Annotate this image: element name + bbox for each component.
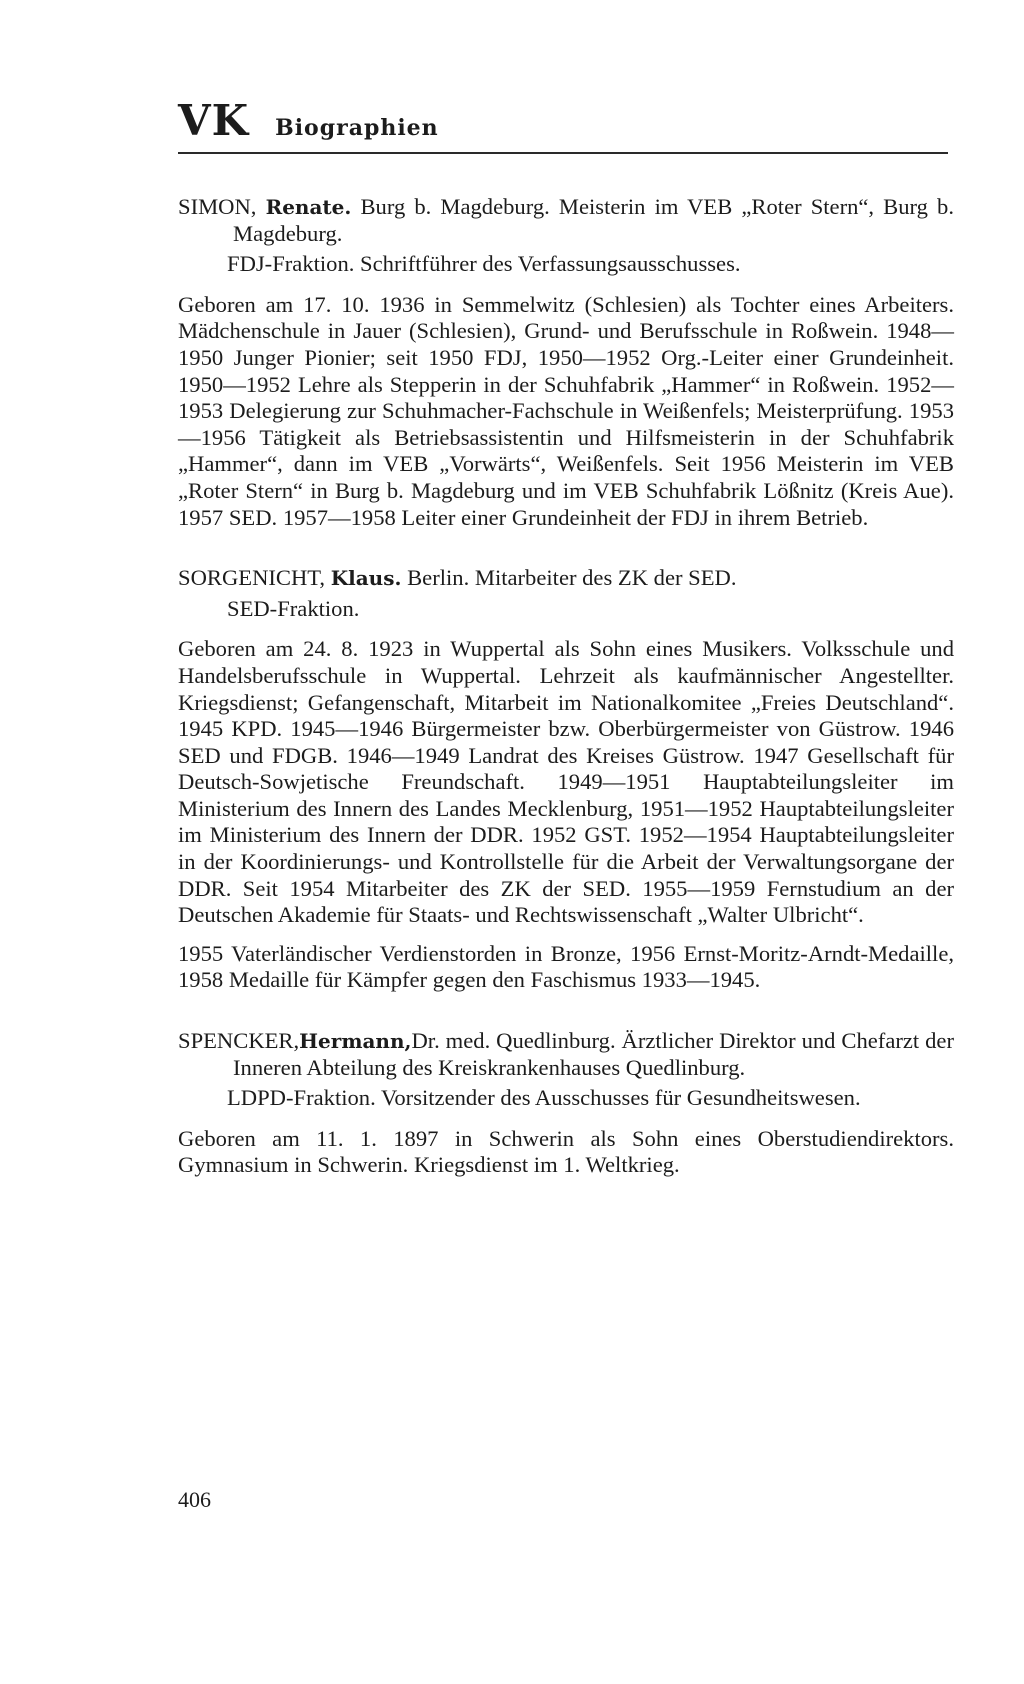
entry-awards: 1955 Vaterländischer Verdienstorden in Bronze, 1956 Ernst-Moritz-Arndt-Medaille, 1958 Medaille für Kämpfer gegen den Faschismus 1933—1945.: [178, 940, 954, 993]
biography-list: [178, 194, 954, 1179]
entry-biography: Geboren am 24. 8. 1923 in Wuppertal als Sohn eines Musikers. Volksschule und Handelsberufsschule in Wuppertal. Lehrzeit als kaufmännischer Angestellter. Kriegsdienst; Gefangenschaft, Mitarbeit im Nationalkomitee „Freies Deutschland“. 1945 KPD. 1945—1946 Bürgermeister bzw. Oberbürgermeister von Güstrow. 1946 SED und FDGB. 1946—1949 Landrat des Kreises Güstrow. 1947 Gesellschaft für Deutsch-Sowjetische Freundschaft. 1949—1951 Hauptabteilungsleiter im Ministerium des Innern des Landes Mecklenburg, 1951—1952 Hauptabteilungsleiter im Ministerium des Innern der DDR. 1952 GST. 1952—1954 Hauptabteilungsleiter in der Koordinierungs- und Kontrollstelle für die Arbeit der Verwaltungsorgane der DDR. Seit 1954 Mitarbeiter des ZK der SED. 1955—1959 Fernstudium an der Deutschen Akademie für Staats- und Rechtswissenschaft „Walter Ulbricht“.: [178, 636, 954, 928]
entry-fraction: FDJ-Fraktion. Schriftführer des Verfassungsausschusses.: [227, 251, 741, 277]
entry-biography: Geboren am 11. 1. 1897 in Schwerin als Sohn eines Oberstudiendirektors. Gymnasium in Schwerin. Kriegsdienst im 1. Weltkrieg.: [178, 1125, 954, 1178]
entry-fraction: LDPD-Fraktion. Vorsitzender des Ausschusses für Gesundheitswesen.: [227, 1085, 861, 1111]
entry-fraction: SED-Fraktion.: [227, 595, 360, 621]
entry-surname: SORGENICHT,: [178, 565, 326, 591]
entry-heading: [178, 194, 954, 247]
section-title: Biographien: [275, 115, 439, 141]
page-number: 406: [178, 1487, 211, 1512]
entry-heading: [178, 565, 954, 592]
entry-biography: Geboren am 17. 10. 1936 in Semmelwitz (Schlesien) als Tochter eines Arbeiters. Mädchenschule in Jauer (Schlesien), Grund- und Berufsschule in Roßwein. 1948—1950 Junger Pionier; seit 1950 FDJ, 1950—1952 Org.-Leiter einer Grundeinheit. 1950—1952 Lehre als Stepperin in der Schuhfabrik „Hammer“ in Roßwein. 1952—1953 Delegierung zur Schuhmacher-Fachschule in Weißenfels; Meisterprüfung. 1953—1956 Tätigkeit als Betriebsassistentin und Hilfsmeisterin in der Schuhfabrik „Hammer“, dann im VEB „Vorwärts“, Weißenfels. Seit 1956 Meisterin im VEB „Roter Stern“ in Burg b. Magdeburg und im VEB Schuhfabrik Lößnitz (Kreis Aue). 1957 SED. 1957—1958 Leiter einer Grundeinheit der FDJ in ihrem Betrieb.: [178, 291, 954, 530]
entry-surname: SPENCKER,: [178, 1028, 300, 1054]
entry-heading-text: Dr. med. Quedlinburg. Ärztlicher Direktor und Chefarzt der Inneren Abteilung des Kreiskrankenhauses Quedlinburg.: [233, 1028, 954, 1080]
running-head: [178, 96, 948, 154]
entry-given-name: Hermann,: [299, 1029, 412, 1054]
entry-surname: SIMON,: [178, 194, 257, 219]
book-page: [178, 96, 955, 1213]
entry-given-name: Renate.: [265, 195, 352, 219]
entry-heading-text: Berlin. Mitarbeiter des ZK der SED.: [407, 565, 737, 591]
entry-heading-text: Burg b. Magdeburg. Meisterin im VEB „Roter Stern“, Burg b. Magdeburg.: [233, 194, 955, 246]
section-mark: VK: [178, 96, 250, 145]
biography-entry-simon: [178, 194, 954, 531]
entry-heading: [178, 1028, 954, 1081]
biography-entry-spencker: [178, 1028, 954, 1179]
biography-entry-sorgenicht: [178, 565, 954, 994]
entry-given-name: Klaus.: [330, 566, 402, 591]
